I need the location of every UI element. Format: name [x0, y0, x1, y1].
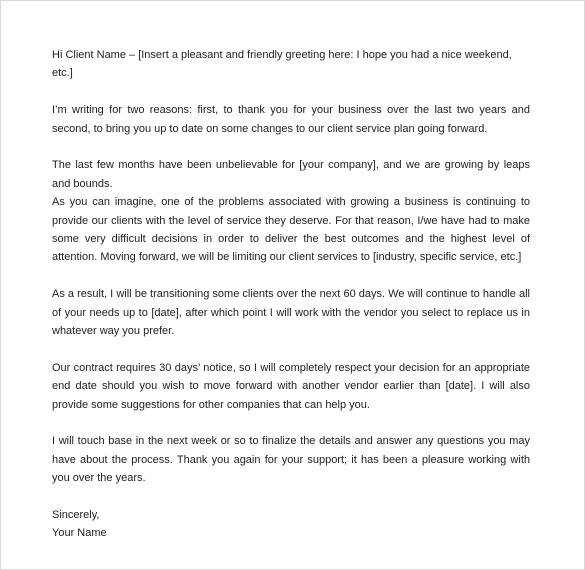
paragraph-contract: Our contract requires 30 days’ notice, so I will completely respect your decision for an appropriate end date should you wish to move forward with another vendor earlier than [date]. I will also provide some suggestions for other companies that can help you. [52, 361, 530, 411]
paragraph-service-limits: As you can imagine, one of the problems associated with growing a business is continuing to provide our clients with the level of service they deserve. For that reason, I/we have had to make some very difficult decisions in order to deliver the best outcomes and the highest level of attention. Moving forward, we will be limiting our client services to [industry, specific service, etc.] [52, 196, 530, 264]
closing-line: Sincerely, [52, 509, 100, 522]
paragraph-follow-up: I will touch base in the next week or so to finalize the details and answer any questions you may have about the process. Thank you again for your support; it has been a pleasure working with you over the years. [52, 435, 530, 485]
paragraph-reasons: I’m writing for two reasons: first, to thank you for your business over the last two years and second, to bring you up to date on some changes to our client service plan going forward. [52, 104, 530, 135]
paragraph-transition: As a result, I will be transitioning some clients over the next 60 days. We will continue to handle all of your needs up to [date], after which point I will work with the vendor you select to replace us in whatever way you prefer. [52, 288, 530, 338]
letter-body [52, 46, 530, 543]
signature-name: Your Name [52, 527, 107, 540]
paragraph-growth: The last few months have been unbelievable for [your company], and we are growing by leaps and bounds. [52, 159, 530, 190]
greeting-line: Hi Client Name – [Insert a pleasant and friendly greeting here: I hope you had a nice weekend, etc.] [52, 49, 512, 80]
